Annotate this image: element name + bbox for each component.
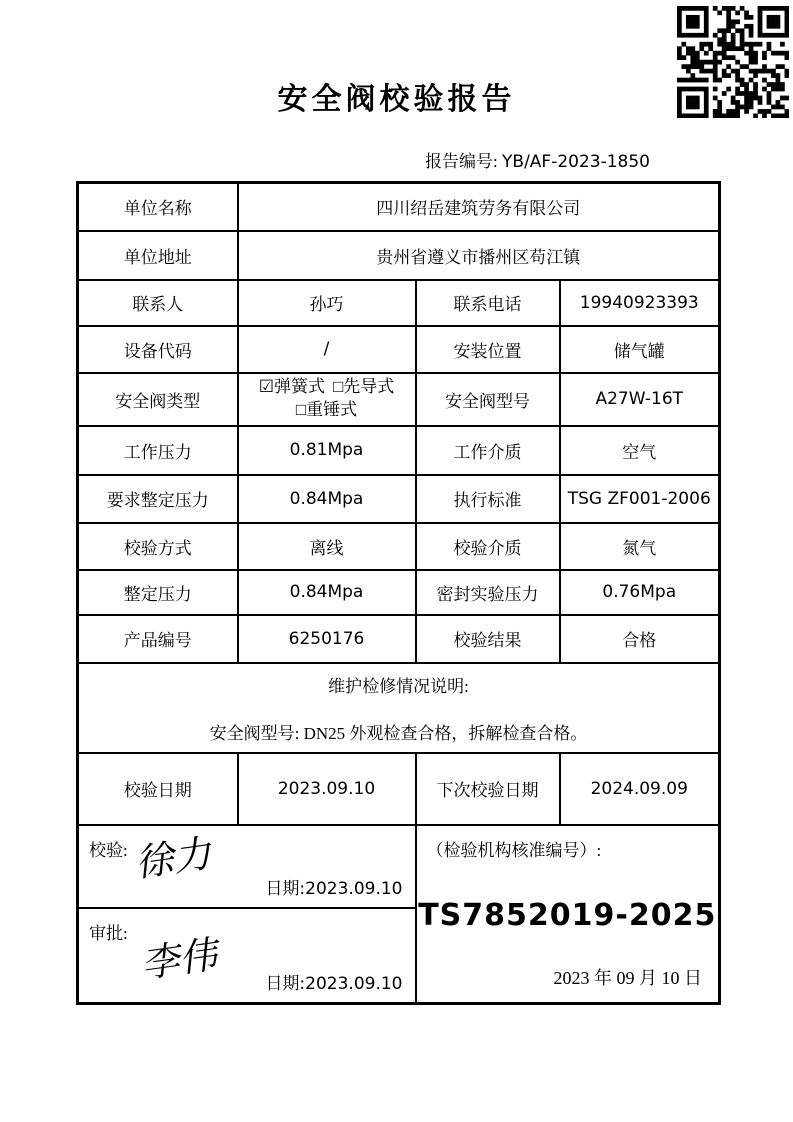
approver-date: 日期:2023.09.10	[265, 974, 403, 994]
unit-address-label: 单位地址	[78, 231, 238, 280]
calibrator-signature-cell	[78, 825, 416, 908]
row-product-no	[78, 615, 720, 663]
phone-value: 19940923393	[560, 280, 720, 326]
row-working-pressure	[78, 426, 720, 475]
calibration-date-label: 校验日期	[78, 753, 238, 825]
row-calibrator-signature	[78, 825, 720, 908]
calibration-medium-label: 校验介质	[416, 523, 560, 570]
agency-cell	[416, 825, 720, 1004]
working-pressure-label: 工作压力	[78, 426, 238, 475]
seal-test-pressure-value: 0.76Mpa	[560, 570, 720, 615]
required-set-pressure-label: 要求整定压力	[78, 475, 238, 523]
calibration-method-label: 校验方式	[78, 523, 238, 570]
calibrator-label: 校验:	[89, 840, 128, 860]
page-title: 安全阀校验报告	[277, 83, 516, 116]
result-value: 合格	[560, 615, 720, 663]
calibration-medium-value: 氮气	[560, 523, 720, 570]
unit-name-label: 单位名称	[78, 183, 238, 231]
install-location-value: 储气罐	[560, 326, 720, 373]
next-calibration-date-label: 下次校验日期	[416, 753, 560, 825]
next-calibration-date-value: 2024.09.09	[560, 753, 720, 825]
valve-model-label: 安全阀型号	[416, 373, 560, 426]
calibration-method-value: 离线	[238, 523, 416, 570]
approver-signature-cell	[78, 908, 416, 1004]
agency-date: 2023 年 09 月 10 日	[553, 968, 703, 988]
seal-test-pressure-label: 密封实验压力	[416, 570, 560, 615]
calibrator-date: 日期:2023.09.10	[265, 878, 403, 899]
valve-type-options	[238, 373, 416, 426]
install-location-label: 安装位置	[416, 326, 560, 373]
valve-model-value: A27W-16T	[560, 373, 720, 426]
required-set-pressure-value: 0.84Mpa	[238, 475, 416, 523]
phone-label: 联系电话	[416, 280, 560, 326]
checkbox-spring-type: ☑弹簧式	[258, 377, 325, 397]
equipment-code-label: 设备代码	[78, 326, 238, 373]
working-medium-label: 工作介质	[416, 426, 560, 475]
product-no-label: 产品编号	[78, 615, 238, 663]
row-calibration-method	[78, 523, 720, 570]
row-required-set-pressure	[78, 475, 720, 523]
row-unit-address	[78, 231, 720, 280]
row-contact	[78, 280, 720, 326]
working-pressure-value: 0.81Mpa	[238, 426, 416, 475]
calibrator-signature: 徐力	[136, 831, 217, 886]
qr-code	[677, 6, 789, 118]
agency-approval-number: TS7852019-2025	[418, 897, 717, 933]
checkbox-pilot-type: □先导式	[332, 377, 395, 397]
report-number-value: YB/AF-2023-1850	[502, 152, 650, 172]
approver-signature: 李伟	[142, 932, 223, 987]
row-remarks	[78, 663, 720, 753]
report-number-line	[425, 147, 650, 172]
calibration-date-value: 2023.09.10	[238, 753, 416, 825]
standard-label: 执行标准	[416, 475, 560, 523]
product-no-value: 6250176	[238, 615, 416, 663]
remarks-content: 安全阀型号: DN25 外观检查合格，拆解检查合格。	[209, 723, 588, 743]
set-pressure-value: 0.84Mpa	[238, 570, 416, 615]
contact-label: 联系人	[78, 280, 238, 326]
contact-value: 孙巧	[238, 280, 416, 326]
approver-label: 审批:	[89, 923, 128, 943]
row-set-pressure	[78, 570, 720, 615]
standard-value: TSG ZF001-2006	[560, 475, 720, 523]
working-medium-value: 空气	[560, 426, 720, 475]
report-number-label: 报告编号:	[425, 152, 498, 171]
set-pressure-label: 整定压力	[78, 570, 238, 615]
checkbox-weight-type: □重锤式	[295, 400, 358, 419]
unit-address-value: 贵州省遵义市播州区苟江镇	[238, 231, 720, 280]
remarks-title: 维护检修情况说明:	[328, 676, 469, 696]
valve-type-label: 安全阀类型	[78, 373, 238, 426]
row-dates	[78, 753, 720, 825]
result-label: 校验结果	[416, 615, 560, 663]
equipment-code-value: /	[238, 326, 416, 373]
agency-approval-label: （检验机构核准编号）:	[426, 840, 602, 860]
unit-name-value: 四川绍岳建筑劳务有限公司	[238, 183, 720, 231]
remarks-cell	[78, 663, 720, 753]
row-unit-name	[78, 183, 720, 231]
row-equipment	[78, 326, 720, 373]
row-valve-type	[78, 373, 720, 426]
report-table	[76, 181, 721, 1005]
